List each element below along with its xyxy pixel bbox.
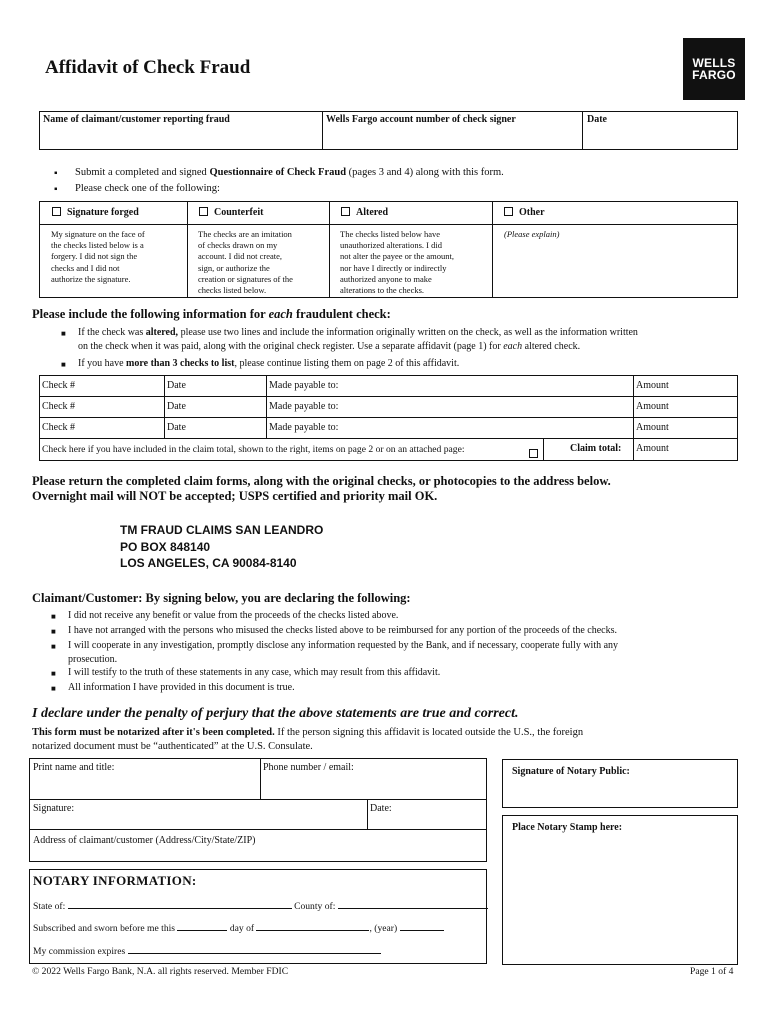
divider [329, 201, 330, 298]
other-label: Other [519, 207, 545, 218]
check-date-field[interactable]: Date [167, 422, 186, 433]
bullet-icon: ■ [51, 684, 56, 693]
copyright: © 2022 Wells Fargo Bank, N.A. all rights reserved. Member FDIC [32, 966, 289, 977]
included-items-text: Check here if you have included in the claim total, shown to the right, items on page 2 or on an attached page: [42, 444, 465, 455]
underline[interactable] [68, 900, 292, 909]
divider [39, 224, 738, 225]
return-notice-line-1: Please return the completed claim forms, along with the original checks, or photocopies to the address below. [32, 474, 611, 488]
notary-signature-label: Signature of Notary Public: [512, 766, 630, 777]
divider [492, 201, 493, 298]
claimant-address-field[interactable]: Address of claimant/customer (Address/City/State/ZIP) [33, 835, 256, 846]
divider [187, 201, 188, 298]
altered-desc: The checks listed below have unauthorized alterations. I did not alter the payee or the amount, nor have I directly or indirectly authorized anyone to make alterations to the checks. [340, 229, 454, 296]
notarize-notice: This form must be notarized after it's been completed. If the person signing this affidavit is located outside the U.S., the foreign [32, 727, 584, 738]
altered-label: Altered [356, 207, 389, 218]
divider [260, 758, 261, 799]
signature-forged-label: Signature forged [67, 207, 139, 218]
check-payee-field[interactable]: Made payable to: [269, 401, 339, 412]
signature-field[interactable]: Signature: [33, 803, 75, 814]
logo-line-2: FARGO [692, 68, 736, 82]
include-item-2: If you have more than 3 checks to list, please continue listing them on page 2 of this affidavit. [78, 358, 460, 369]
other-option[interactable] [504, 207, 545, 218]
declaration-item-cont: prosecution. [68, 654, 118, 665]
divider [164, 375, 165, 438]
account-number-field[interactable]: Wells Fargo account number of check signer [326, 114, 516, 125]
notary-stamp-box [502, 815, 738, 965]
bullet-icon: ▪ [54, 168, 58, 179]
check-number-field[interactable]: Check # [42, 422, 76, 433]
included-items-checkbox[interactable] [529, 444, 544, 462]
underline[interactable] [256, 922, 369, 931]
divider [367, 799, 368, 829]
check-amount-field[interactable]: Amount [636, 422, 669, 433]
notary-sworn-line[interactable]: Subscribed and sworn before me this day of , (year) [33, 922, 444, 934]
checkbox-icon[interactable] [52, 207, 61, 216]
divider [322, 111, 323, 150]
notary-commission-line[interactable]: My commission expires [33, 945, 381, 957]
counterfeit-label: Counterfeit [214, 207, 264, 218]
claim-total-amount-field[interactable]: Amount [636, 443, 669, 454]
declaration-heading: Claimant/Customer: By signing below, you are declaring the following: [32, 591, 411, 605]
bullet-icon: ▪ [54, 184, 58, 195]
declaration-item: All information I have provided in this document is true. [68, 682, 295, 693]
underline[interactable] [400, 922, 444, 931]
declaration-item: I will cooperate in any investigation, promptly disclose any information requested by the Bank, and if necessary, cooperate fully with any [68, 640, 619, 651]
address-line-1: TM FRAUD CLAIMS SAN LEANDRO [120, 523, 324, 537]
underline[interactable] [128, 945, 381, 954]
other-explain-field[interactable]: (Please explain) [504, 229, 560, 239]
signature-form [29, 758, 487, 862]
notary-stamp-label: Place Notary Stamp here: [512, 822, 623, 833]
declaration-item: I will testify to the truth of these statements in any case, which may result from this affidavit. [68, 667, 441, 678]
page-number: Page 1 of 4 [690, 966, 734, 977]
instruction-1-pre: Submit a completed and signed [75, 167, 210, 178]
address-line-3: LOS ANGELES, CA 90084-8140 [120, 556, 297, 570]
return-notice-line-2: Overnight mail will NOT be accepted; USPS certified and priority mail OK. [32, 489, 438, 503]
instruction-1-post: (pages 3 and 4) along with this form. [346, 167, 504, 178]
sign-date-field[interactable]: Date: [370, 803, 392, 814]
print-name-field[interactable]: Print name and title: [33, 762, 115, 773]
divider [29, 829, 487, 830]
claimant-date-field[interactable]: Date [587, 114, 607, 125]
counterfeit-desc: The checks are an imitation of checks drawn on my account. I did not create, sign, or authorize the creation or signatures of the checks listed below. [198, 229, 293, 296]
notarize-notice-cont: notarized document must be “authenticated” at the U.S. Consulate. [32, 741, 313, 752]
bullet-icon: ■ [51, 612, 56, 621]
check-date-field[interactable]: Date [167, 380, 186, 391]
include-item-1-cont: on the check when it was paid, along with the original check register. Use a separate affidavit (page 1) for each altered check. [78, 341, 581, 352]
divider [266, 375, 267, 438]
check-number-field[interactable]: Check # [42, 380, 76, 391]
page-title: Affidavit of Check Fraud [45, 57, 251, 78]
perjury-statement: I declare under the penalty of perjury that the above statements are true and correct. [32, 706, 519, 721]
questionnaire-name: Questionnaire of Check Fraud [209, 167, 347, 178]
check-date-field[interactable]: Date [167, 401, 186, 412]
instruction-2: Please check one of the following: [75, 183, 220, 194]
check-payee-field[interactable]: Made payable to: [269, 422, 339, 433]
signature-forged-option[interactable] [52, 207, 139, 218]
phone-email-field[interactable]: Phone number / email: [263, 762, 354, 773]
include-item-1: If the check was altered, please use two lines and include the information originally written on the check, as well as the information written [78, 327, 638, 338]
checkbox-icon[interactable] [529, 449, 538, 458]
bullet-icon: ■ [51, 669, 56, 678]
instruction-1 [75, 167, 504, 178]
checkbox-icon[interactable] [199, 207, 208, 216]
bullet-icon: ■ [61, 360, 66, 369]
divider [582, 111, 583, 150]
wells-fargo-logo [683, 38, 745, 100]
declaration-item: I have not arranged with the persons who misused the checks listed above to be reimbursed for any portion of the proceeds of the checks. [68, 625, 617, 636]
bullet-icon: ■ [51, 627, 56, 636]
check-payee-field[interactable]: Made payable to: [269, 380, 339, 391]
underline[interactable] [338, 900, 488, 909]
altered-option[interactable] [341, 207, 388, 218]
check-amount-field[interactable]: Amount [636, 380, 669, 391]
logo-line-1: WELLS [692, 56, 736, 70]
checkbox-icon[interactable] [341, 207, 350, 216]
declaration-item: I did not receive any benefit or value from the proceeds of the checks listed above. [68, 610, 399, 621]
counterfeit-option[interactable] [199, 207, 263, 218]
divider [633, 375, 634, 461]
bullet-icon: ■ [61, 329, 66, 338]
mailing-address [120, 522, 323, 572]
claim-total-label: Claim total: [570, 443, 622, 454]
claimant-name-field[interactable]: Name of claimant/customer reporting fraud [43, 114, 230, 125]
include-heading: Please include the following information for each fraudulent check: [32, 307, 391, 321]
underline[interactable] [177, 922, 227, 931]
address-line-2: PO BOX 848140 [120, 539, 211, 554]
notary-info-title: NOTARY INFORMATION: [33, 873, 197, 888]
check-number-field[interactable]: Check # [42, 401, 76, 412]
bullet-icon: ■ [51, 642, 56, 651]
notary-state-line[interactable]: State of: County of: [33, 900, 488, 912]
checkbox-icon[interactable] [504, 207, 513, 216]
signature-forged-desc: My signature on the face of the checks listed below is a forgery. I did not sign the checks and I did not authorize the signature. [51, 229, 145, 284]
divider [29, 799, 487, 800]
check-amount-field[interactable]: Amount [636, 401, 669, 412]
